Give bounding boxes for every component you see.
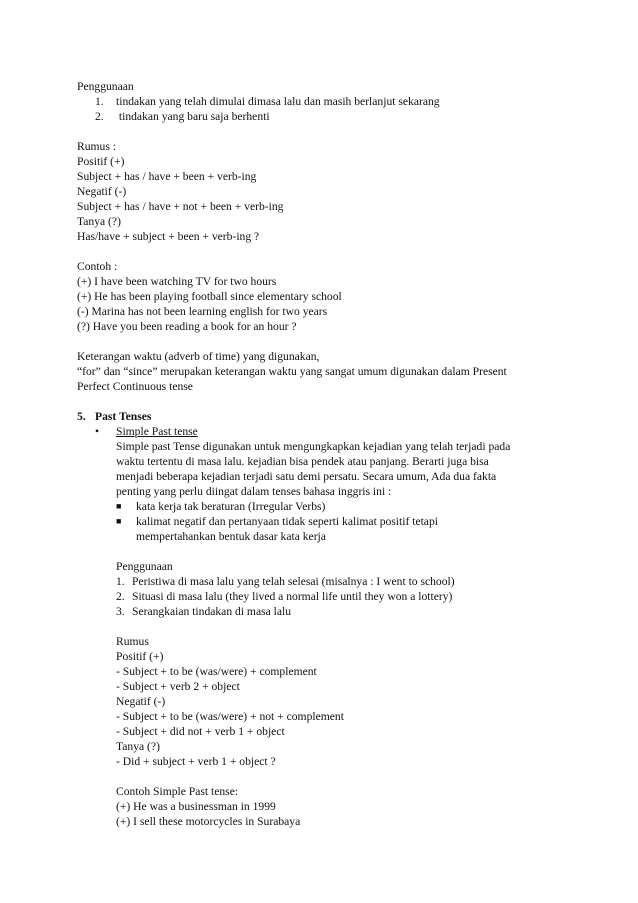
list-item xyxy=(77,604,567,619)
list-number: 1. xyxy=(95,95,104,108)
example-line: (+) I have been watching TV for two hours xyxy=(77,275,277,288)
document-content xyxy=(77,79,567,829)
list-item xyxy=(77,109,567,124)
formula-label: Tanya (?) xyxy=(77,215,121,228)
example-line: (+) I sell these motorcycles in Surabaya xyxy=(116,815,301,828)
square-bullet-icon: ■ xyxy=(116,501,122,511)
fact-text: kata kerja tak beraturan (Irregular Verbs) xyxy=(136,500,326,513)
formula-line: - Did + subject + verb 1 + object ? xyxy=(116,755,276,768)
penggunaan-heading: Penggunaan xyxy=(77,80,134,93)
list-number: 2. xyxy=(116,590,125,603)
subsection-title: Simple Past tense xyxy=(116,425,198,438)
formula-label: Positif (+) xyxy=(77,155,125,168)
example-line: (?) Have you been reading a book for an hour ? xyxy=(77,320,297,333)
list-number: 1. xyxy=(116,575,125,588)
rumus-heading: Rumus xyxy=(116,635,149,648)
list-text: tindakan yang baru saja berhenti xyxy=(116,110,270,123)
example-line: (-) Marina has not been learning english for two years xyxy=(77,305,328,318)
fact-text: kalimat negatif dan pertanyaan tidak seperti kalimat positif tetapi xyxy=(136,515,438,528)
example-line: (+) He has been playing football since elementary school xyxy=(77,290,342,303)
penggunaan-heading: Penggunaan xyxy=(116,560,173,573)
list-text: Serangkaian tindakan di masa lalu xyxy=(132,605,292,618)
bullet-icon: • xyxy=(95,425,100,438)
list-number: 3. xyxy=(116,605,125,618)
description-line: Simple past Tense digunakan untuk mengungkapkan kejadian yang telah terjadi pada xyxy=(116,440,511,453)
formula-label: Positif (+) xyxy=(116,650,164,663)
list-item xyxy=(77,574,567,589)
list-item xyxy=(77,589,567,604)
list-text: tindakan yang telah dimulai dimasa lalu dan masih berlanjut sekarang xyxy=(116,95,440,108)
keterangan-line: “for” dan “since” merupakan keterangan waktu yang sangat umum digunakan dalam Present xyxy=(77,365,507,378)
description-line: penting yang perlu diingat dalam tenses bahasa inggris ini : xyxy=(116,485,392,498)
formula-line: - Subject + verb 2 + object xyxy=(116,680,240,693)
formula-line: Subject + has / have + not + been + verb-ing xyxy=(77,200,284,213)
section-heading xyxy=(77,409,567,424)
formula-label: Negatif (-) xyxy=(77,185,127,198)
formula-label: Tanya (?) xyxy=(116,740,160,753)
list-number: 2. xyxy=(95,110,104,123)
keterangan-line: Keterangan waktu (adverb of time) yang digunakan, xyxy=(77,350,320,363)
formula-line: - Subject + did not + verb 1 + object xyxy=(116,725,285,738)
list-text: Situasi di masa lalu (they lived a normal life until they won a lottery) xyxy=(132,590,453,603)
fact-item xyxy=(77,499,567,514)
description-line: waktu tertentu di masa lalu. kejadian bisa pendek atau panjang. Berarti juga bisa xyxy=(116,455,489,468)
section-number: 5. xyxy=(77,410,86,423)
keterangan-line: Perfect Continuous tense xyxy=(77,380,193,393)
contoh-heading: Contoh Simple Past tense: xyxy=(116,785,239,798)
fact-text-continued: mempertahankan bentuk dasar kata kerja xyxy=(136,530,326,543)
list-item xyxy=(77,94,567,109)
rumus-heading: Rumus : xyxy=(77,140,116,153)
square-bullet-icon: ■ xyxy=(116,516,122,526)
formula-line: Subject + has / have + been + verb-ing xyxy=(77,170,257,183)
formula-line: Has/have + subject + been + verb-ing ? xyxy=(77,230,260,243)
formula-label: Negatif (-) xyxy=(116,695,166,708)
bullet-item xyxy=(77,424,567,439)
contoh-heading: Contoh : xyxy=(77,260,118,273)
example-line: (+) He was a businessman in 1999 xyxy=(116,800,276,813)
fact-item xyxy=(77,514,567,529)
formula-line: - Subject + to be (was/were) + complement xyxy=(116,665,317,678)
formula-line: - Subject + to be (was/were) + not + complement xyxy=(116,710,344,723)
list-text: Peristiwa di masa lalu yang telah selesai (misalnya : I went to school) xyxy=(132,575,455,588)
section-title: Past Tenses xyxy=(95,410,152,423)
description-line: menjadi beberapa kejadian terjadi satu demi persatu. Secara umum, Ada dua fakta xyxy=(116,470,497,483)
